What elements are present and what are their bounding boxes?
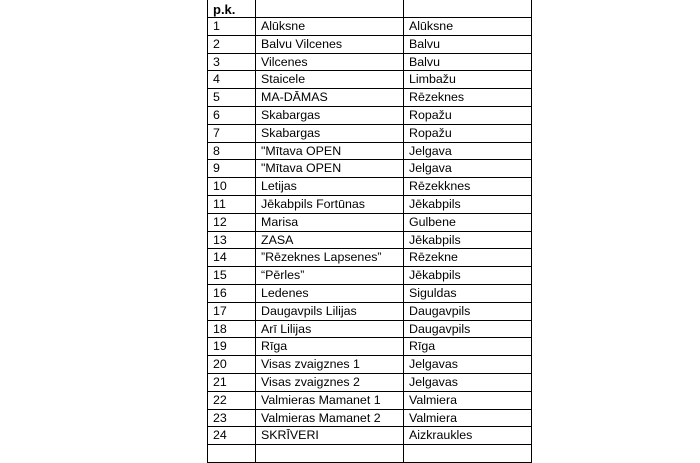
table-row	[208, 53, 532, 71]
table-row	[208, 427, 532, 445]
table-row	[208, 284, 532, 302]
row-number-cell: 14	[208, 249, 256, 267]
row-number-cell: 11	[208, 195, 256, 213]
team-name-cell: Visas zvaigznes 2	[256, 373, 404, 391]
team-name-cell: Letijas	[256, 178, 404, 196]
row-number-cell: 19	[208, 338, 256, 356]
city-cell: Valmiera	[404, 409, 532, 427]
row-number-cell	[208, 445, 256, 463]
city-cell: Gulbene	[404, 213, 532, 231]
row-number-cell: 8	[208, 142, 256, 160]
city-cell: Ropažu	[404, 106, 532, 124]
row-number-cell: 21	[208, 373, 256, 391]
table-row	[208, 106, 532, 124]
row-number-cell: 5	[208, 89, 256, 107]
city-cell: Rēzekne	[404, 249, 532, 267]
row-number-cell: 17	[208, 302, 256, 320]
city-cell: Jelgavas	[404, 373, 532, 391]
table-row	[208, 445, 532, 463]
row-number-cell: 13	[208, 231, 256, 249]
city-cell: Daugavpils	[404, 302, 532, 320]
row-number-cell: 24	[208, 427, 256, 445]
city-cell: Balvu	[404, 53, 532, 71]
city-cell: Rīga	[404, 338, 532, 356]
team-name-cell: Marisa	[256, 213, 404, 231]
table-row	[208, 249, 532, 267]
row-number-cell: 1	[208, 18, 256, 36]
row-number-cell: 18	[208, 320, 256, 338]
team-name-cell: MA-DĀMAS	[256, 89, 404, 107]
team-name-cell: Staicele	[256, 71, 404, 89]
table-row	[208, 213, 532, 231]
table-row	[208, 320, 532, 338]
team-name-cell: ZASA	[256, 231, 404, 249]
row-number-cell: 22	[208, 391, 256, 409]
table-body	[208, 0, 532, 462]
table-row	[208, 178, 532, 196]
city-cell: Aizkraukles	[404, 427, 532, 445]
city-cell: Daugavpils	[404, 320, 532, 338]
team-name-cell: “Pērles”	[256, 267, 404, 285]
team-name-cell: Arī Lilijas	[256, 320, 404, 338]
team-name-cell: "Mītava OPEN	[256, 142, 404, 160]
team-name-cell: "Mītava OPEN	[256, 160, 404, 178]
city-cell: Jēkabpils	[404, 267, 532, 285]
row-number-cell: 7	[208, 124, 256, 142]
table-row	[208, 89, 532, 107]
city-cell: Jelgava	[404, 160, 532, 178]
row-number-cell: 23	[208, 409, 256, 427]
row-number-cell: 20	[208, 356, 256, 374]
team-name-cell: Alūksne	[256, 18, 404, 36]
table-row	[208, 124, 532, 142]
table-header-row	[208, 0, 532, 18]
city-cell: Jēkabpils	[404, 195, 532, 213]
document-page	[207, 0, 531, 463]
table-row	[208, 35, 532, 53]
table-row	[208, 409, 532, 427]
city-cell: Jelgavas	[404, 356, 532, 374]
team-name-cell: Skabargas	[256, 124, 404, 142]
city-cell: Jēkabpils	[404, 231, 532, 249]
city-cell	[404, 445, 532, 463]
header-number-cell: p.k.	[208, 0, 256, 18]
city-cell: Rēzeknes	[404, 89, 532, 107]
row-number-cell: 10	[208, 178, 256, 196]
team-name-cell	[256, 445, 404, 463]
row-number-cell: 16	[208, 284, 256, 302]
team-name-cell: Jēkabpils Fortūnas	[256, 195, 404, 213]
row-number-cell: 4	[208, 71, 256, 89]
row-number-cell: 2	[208, 35, 256, 53]
team-name-cell: Valmieras Mamanet 2	[256, 409, 404, 427]
team-name-cell: Ledenes	[256, 284, 404, 302]
city-cell: Jelgava	[404, 142, 532, 160]
table-row	[208, 391, 532, 409]
city-cell: Balvu	[404, 35, 532, 53]
row-number-cell: 9	[208, 160, 256, 178]
team-name-cell: Valmieras Mamanet 1	[256, 391, 404, 409]
city-cell: Alūksne	[404, 18, 532, 36]
table-row	[208, 231, 532, 249]
table-row	[208, 373, 532, 391]
table-row	[208, 302, 532, 320]
row-number-cell: 15	[208, 267, 256, 285]
table-row	[208, 195, 532, 213]
table-row	[208, 356, 532, 374]
team-name-cell: Skabargas	[256, 106, 404, 124]
city-cell: Rēzekknes	[404, 178, 532, 196]
team-name-cell: Daugavpils Lilijas	[256, 302, 404, 320]
city-cell: Valmiera	[404, 391, 532, 409]
table-row	[208, 160, 532, 178]
table-row	[208, 338, 532, 356]
team-name-cell: ”Rēzeknes Lapsenes”	[256, 249, 404, 267]
row-number-cell: 6	[208, 106, 256, 124]
city-cell: Siguldas	[404, 284, 532, 302]
row-number-cell: 3	[208, 53, 256, 71]
team-name-cell: SKRĪVERI	[256, 427, 404, 445]
header-city-cell	[404, 0, 532, 18]
city-cell: Limbažu	[404, 71, 532, 89]
table-row	[208, 71, 532, 89]
teams-table	[207, 0, 532, 463]
team-name-cell: Visas zvaigznes 1	[256, 356, 404, 374]
table-row	[208, 267, 532, 285]
team-name-cell: Vilcenes	[256, 53, 404, 71]
table-row	[208, 18, 532, 36]
header-team-cell	[256, 0, 404, 18]
table-row	[208, 142, 532, 160]
team-name-cell: Rīga	[256, 338, 404, 356]
city-cell: Ropažu	[404, 124, 532, 142]
row-number-cell: 12	[208, 213, 256, 231]
team-name-cell: Balvu Vilcenes	[256, 35, 404, 53]
